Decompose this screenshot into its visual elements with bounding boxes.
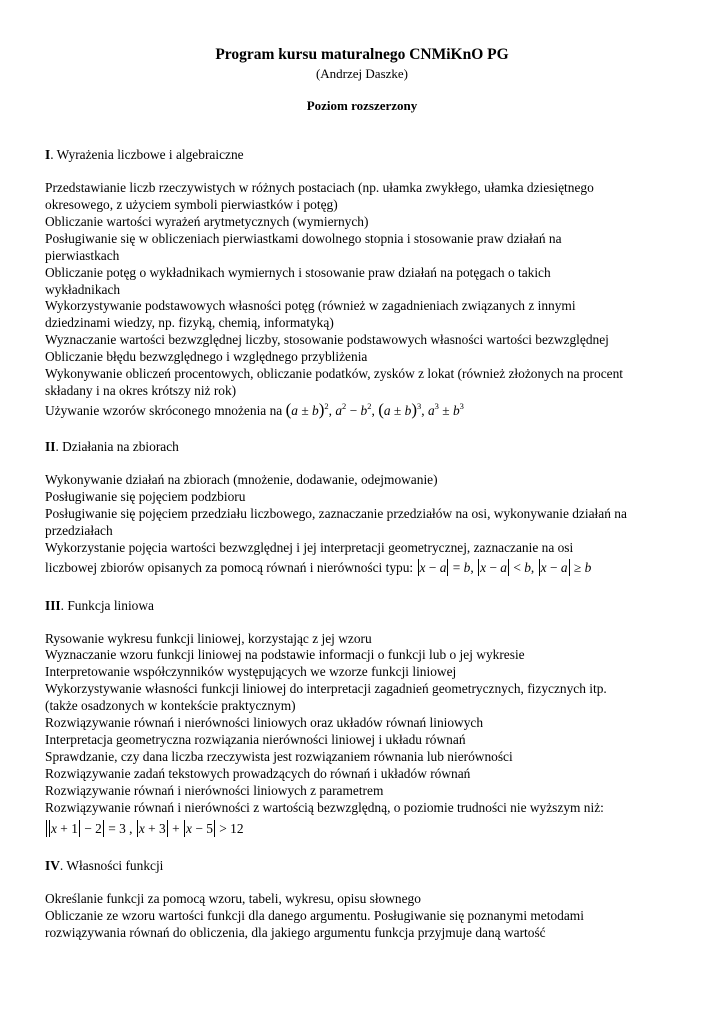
list-item: składany i na okres krótszy niż rok) bbox=[45, 383, 237, 398]
list-item: Rozwiązywanie równań i nierówności liniowych z parametrem bbox=[45, 783, 384, 798]
formula-prefix: liczbowej zbiorów opisanych za pomocą równań i nierówności typu: bbox=[45, 560, 414, 575]
list-item: Wykorzystanie pojęcia wartości bezwzględnej i jej interpretacji geometrycznej, zaznaczanie na osi bbox=[45, 540, 574, 555]
section-heading-2 bbox=[45, 439, 179, 455]
formula-prefix: Używanie wzorów skróconego mnożenia na bbox=[45, 403, 283, 418]
list-item-formula bbox=[45, 559, 591, 576]
section-number: II bbox=[45, 439, 56, 454]
list-item: Obliczanie wartości wyrażeń arytmetycznych (wymiernych) bbox=[45, 214, 369, 229]
list-item: rozwiązywania równań do obliczenia, dla jakiego argumentu funkcja przyjmuje daną wartość bbox=[45, 925, 546, 940]
list-item: Interpretacja geometryczna rozwiązania nierówności liniowej i układu równań bbox=[45, 732, 466, 747]
section-heading-3 bbox=[45, 598, 154, 614]
section-title: . Własności funkcji bbox=[59, 858, 164, 873]
section-title: . Wyrażenia liczbowe i algebraiczne bbox=[50, 147, 244, 162]
list-item: Interpretowanie współczynników występujących we wzorze funkcji liniowej bbox=[45, 664, 457, 679]
section-number: III bbox=[45, 598, 61, 613]
list-item: Wykonywanie obliczeń procentowych, obliczanie podatków, zysków z lokat (również złożonych na procent bbox=[45, 366, 624, 381]
list-item: Rozwiązywanie równań i nierówności z wartością bezwzględną, o poziomie trudności nie wyższym niż: bbox=[45, 800, 604, 815]
list-item: Wykonywanie działań na zbiorach (mnożenie, dodawanie, odejmowanie) bbox=[45, 472, 438, 487]
formula-short-multiplication: $(a \pm b)^2$, $a^2 - b^2$, $(a \pm b)^3$, $a^3 \pm b^3$ bbox=[285, 400, 464, 419]
section-number: IV bbox=[45, 858, 60, 873]
list-item: Obliczanie potęg o wykładnikach wymiernych i stosowanie praw działań na potęgach o takich bbox=[45, 265, 551, 280]
list-item-formula bbox=[45, 820, 244, 837]
list-item-formula bbox=[45, 402, 464, 419]
list-item: Wyznaczanie wzoru funkcji liniowej na podstawie informacji o funkcji lub o jej wykresie bbox=[45, 647, 525, 662]
list-item: Posługiwanie się pojęciem podzbioru bbox=[45, 489, 246, 504]
list-item: Wykorzystywanie podstawowych własności potęg (również w zagadnieniach związanych z innymi bbox=[45, 298, 576, 313]
document-title: Program kursu maturalnego CNMiKnO PG bbox=[215, 46, 509, 63]
list-item: Wykorzystywanie własności funkcji liniowej do interpretacji zagadnień geometrycznych, fizycznych itp. bbox=[45, 681, 607, 696]
section-title: . Działania na zbiorach bbox=[55, 439, 179, 454]
list-item: przedziałach bbox=[45, 523, 113, 538]
list-item: pierwiastkach bbox=[45, 248, 120, 263]
list-item: Obliczanie błędu bezwzględnego i względnego przybliżenia bbox=[45, 349, 368, 364]
section-number: I bbox=[45, 147, 51, 162]
list-item: Przedstawianie liczb rzeczywistych w różnych postaciach (np. ułamka zwykłego, ułamka dziesiętnego bbox=[45, 180, 594, 195]
document-author: (Andrzej Daszke) bbox=[315, 66, 409, 81]
formula-absolute-value: x − a = b, x − a < b, x − a ≥ b bbox=[419, 560, 592, 575]
list-item: Sprawdzanie, czy dana liczba rzeczywista jest rozwiązaniem równania lub nierówności bbox=[45, 749, 513, 764]
level-heading: Poziom rozszerzony bbox=[306, 98, 418, 113]
list-item: Rysowanie wykresu funkcji liniowej, korzystając z jej wzoru bbox=[45, 631, 372, 646]
section-title: . Funkcja liniowa bbox=[60, 598, 154, 613]
list-item: wykładnikach bbox=[45, 282, 121, 297]
list-item: Posługiwanie się pojęciem przedziału liczbowego, zaznaczanie przedziałów na osi, wykonywanie działań na bbox=[45, 506, 627, 521]
list-item: okresowego, z użyciem symboli pierwiastków i potęg) bbox=[45, 197, 338, 212]
list-item: Rozwiązywanie równań i nierówności liniowych oraz układów równań liniowych bbox=[45, 715, 484, 730]
list-item: (także osadzonych w kontekście praktycznym) bbox=[45, 698, 296, 713]
list-item: Posługiwanie się w obliczeniach pierwiastkami dowolnego stopnia i stosowanie praw działań na bbox=[45, 231, 562, 246]
list-item: dziedzinami wiedzy, np. fizyką, chemią, informatyką) bbox=[45, 315, 334, 330]
list-item: Wyznaczanie wartości bezwzględnej liczby, stosowanie podstawowych własności wartości bezwzględnej bbox=[45, 332, 609, 347]
list-item: Określanie funkcji za pomocą wzoru, tabeli, wykresu, opisu słownego bbox=[45, 891, 421, 906]
list-item: Rozwiązywanie zadań tekstowych prowadzących do równań i układów równań bbox=[45, 766, 471, 781]
list-item: Obliczanie ze wzoru wartości funkcji dla danego argumentu. Posługiwanie się poznanymi metodami bbox=[45, 908, 584, 923]
formula-absolute-value-example: x + 1 − 2 = 3 , x + 3 + x − 5 > 12 bbox=[45, 821, 244, 836]
section-heading-1 bbox=[45, 147, 244, 163]
section-heading-4 bbox=[45, 858, 163, 874]
